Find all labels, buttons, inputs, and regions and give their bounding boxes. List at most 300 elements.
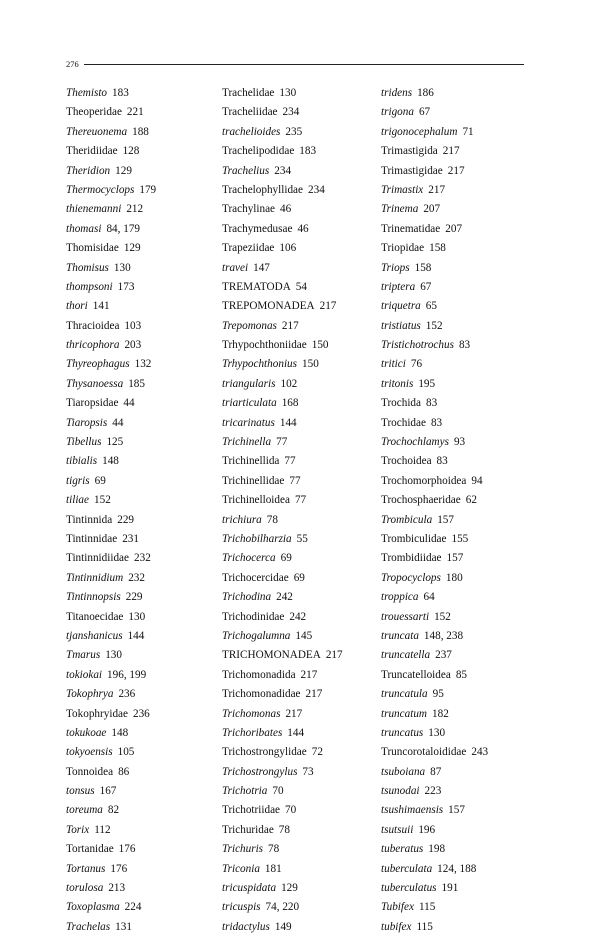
index-term: travei	[222, 261, 249, 274]
index-term: Trichuridae	[222, 823, 274, 836]
index-term: thricophora	[66, 339, 120, 352]
index-term: Trachelipodidae	[222, 145, 295, 158]
index-page-refs: 144	[279, 416, 297, 429]
index-page-refs: 179	[139, 183, 157, 196]
index-entry	[222, 433, 382, 452]
index-entry	[222, 549, 382, 568]
index-entry	[66, 394, 226, 413]
index-page-refs: 195	[418, 377, 436, 390]
index-page-refs: 130	[128, 610, 146, 623]
index-page-refs: 167	[99, 785, 117, 798]
index-term: Trichinellidae	[222, 474, 285, 487]
index-page-refs: 217	[428, 183, 446, 196]
index-entry	[381, 336, 541, 355]
index-page-refs: 46	[297, 222, 309, 235]
index-page-refs: 207	[445, 222, 463, 235]
index-term: triangularis	[222, 377, 276, 390]
index-term: Theridion	[66, 164, 111, 177]
index-term: troppica	[381, 591, 419, 604]
index-entry	[222, 724, 382, 743]
index-entry	[66, 743, 226, 762]
index-page-refs: 83	[426, 397, 438, 410]
index-entry	[222, 142, 382, 161]
index-term: tigris	[66, 474, 90, 487]
index-term: tsushimaensis	[381, 804, 444, 817]
index-term: Trochomorphoidea	[381, 474, 467, 487]
index-term: Trichuris	[222, 843, 264, 856]
index-page-refs: 152	[434, 610, 451, 623]
index-term: Trichodina	[222, 591, 272, 604]
index-entry	[381, 84, 541, 103]
index-page-refs: 82	[107, 804, 120, 817]
index-term: Trochochlamys	[381, 436, 449, 449]
index-term: torulosa	[66, 882, 104, 895]
index-term: tjanshanicus	[66, 629, 123, 642]
index-page-refs: 236	[118, 688, 136, 701]
index-entry	[381, 317, 541, 336]
index-entry	[381, 724, 541, 743]
index-term: Trichoribates	[222, 726, 283, 739]
index-entry	[381, 821, 541, 840]
index-term: Tokophryidae	[66, 707, 128, 720]
index-entry	[381, 666, 541, 685]
index-page-refs: 242	[289, 610, 307, 623]
index-entry	[381, 355, 541, 374]
index-entry	[66, 705, 226, 724]
index-term: trichiura	[222, 513, 262, 526]
index-term: Trichomonadida	[222, 668, 296, 681]
index-page-refs: 115	[416, 920, 433, 933]
index-entry	[66, 336, 226, 355]
index-page-refs: 44	[123, 397, 135, 410]
index-entry	[66, 763, 226, 782]
index-term: Tintinnidium	[66, 571, 124, 584]
index-page-refs: 115	[418, 901, 436, 914]
index-entry	[66, 840, 226, 859]
index-term: triquetra	[381, 300, 421, 313]
index-term: Themisto	[66, 87, 108, 99]
index-entry	[222, 239, 382, 258]
index-term: Trachylinae	[222, 203, 276, 216]
index-page-refs: 217	[300, 668, 318, 681]
header-rule	[84, 64, 524, 65]
index-page-refs: 130	[428, 726, 446, 739]
index-entry	[222, 685, 382, 704]
index-term: toreuma	[66, 804, 103, 817]
index-entry	[381, 569, 541, 588]
index-term: tsuboiana	[381, 765, 426, 778]
index-term: Tintinnidae	[66, 532, 118, 545]
index-entry	[222, 763, 382, 782]
index-term: Trombidiidae	[381, 552, 442, 565]
index-entry	[66, 181, 226, 200]
index-term: Trachymedusae	[222, 222, 293, 235]
index-page-refs: 232	[128, 571, 145, 584]
index-term: Trichomonas	[222, 707, 281, 720]
index-term: TREMATODA	[222, 280, 291, 293]
index-term: tokiokai	[66, 668, 103, 681]
index-page-refs: 102	[280, 377, 298, 390]
index-page-refs: 144	[287, 726, 305, 739]
index-entry	[381, 743, 541, 762]
index-page-refs: 207	[423, 203, 441, 216]
index-page-refs: 144	[127, 629, 145, 642]
index-entry	[66, 220, 226, 239]
index-term: Thomisus	[66, 261, 109, 274]
index-page-refs: 157	[437, 513, 454, 526]
index-entry	[222, 588, 382, 607]
index-page-refs: 148	[111, 726, 129, 739]
index-page-refs: 176	[110, 862, 128, 875]
index-term: Toxoplasma	[66, 901, 120, 914]
index-page-refs: 77	[276, 436, 288, 449]
index-entry	[66, 103, 226, 122]
index-term: tritici	[381, 358, 406, 371]
index-term: Trichocerca	[222, 552, 276, 565]
index-entry	[66, 821, 226, 840]
index-entry	[222, 414, 382, 433]
index-entry	[222, 627, 382, 646]
index-entry	[66, 355, 226, 374]
index-entry	[222, 646, 382, 665]
index-entry	[222, 181, 382, 200]
index-page-refs: 234	[274, 164, 292, 177]
index-page-refs: 237	[435, 649, 452, 662]
index-term: Tristichotrochus	[381, 339, 454, 352]
index-page-refs: 76	[410, 358, 423, 371]
index-entry	[381, 472, 541, 491]
index-page-refs: 183	[112, 87, 129, 99]
index-column-2	[222, 84, 382, 937]
index-entry	[381, 685, 541, 704]
index-entry	[222, 297, 382, 316]
index-entry	[381, 414, 541, 433]
index-page-refs: 77	[294, 494, 307, 507]
index-page-refs: 70	[272, 785, 284, 798]
index-term: Thermocyclops	[66, 183, 135, 196]
index-page-refs: 185	[128, 377, 145, 390]
index-page-refs: 150	[311, 339, 329, 352]
index-page-refs: 128	[122, 145, 140, 158]
index-term: Trochida	[381, 397, 421, 410]
index-page-refs: 69	[280, 552, 292, 565]
index-term: Trachelas	[66, 920, 111, 933]
index-page-refs: 232	[134, 552, 151, 565]
index-page-refs: 93	[453, 436, 466, 449]
index-entry	[222, 394, 382, 413]
index-term: tsutsuii	[381, 823, 414, 836]
index-entry	[381, 627, 541, 646]
index-page-refs: 132	[134, 358, 152, 371]
index-entry	[381, 433, 541, 452]
index-entry	[66, 414, 226, 433]
index-page-refs: 69	[293, 571, 305, 584]
index-page-refs: 131	[115, 920, 132, 933]
index-entry	[381, 588, 541, 607]
index-page-refs: 70	[285, 804, 297, 817]
index-page-refs: 183	[299, 145, 317, 158]
index-page-refs: 217	[305, 688, 323, 701]
index-entry	[66, 142, 226, 161]
index-page-refs: 198	[428, 843, 446, 856]
index-entry	[66, 530, 226, 549]
index-entry	[381, 763, 541, 782]
index-term: Trichobilharzia	[222, 532, 292, 545]
index-entry	[66, 549, 226, 568]
index-page-refs: 152	[425, 319, 443, 332]
index-page-refs: 213	[108, 882, 126, 895]
index-entry	[222, 782, 382, 801]
index-entry	[381, 239, 541, 258]
index-term: truncatus	[381, 726, 424, 739]
index-term: Trepomonas	[222, 319, 277, 332]
index-page-refs: 141	[92, 300, 110, 313]
index-term: TREPOMONADEA	[222, 300, 315, 313]
index-page-refs: 73	[302, 765, 314, 778]
index-page-refs: 223	[424, 785, 442, 798]
index-term: Trachelius	[222, 164, 270, 177]
index-page-refs: 221	[126, 106, 144, 119]
index-term: Trimastigida	[381, 145, 438, 158]
page-number: 276	[66, 59, 79, 69]
index-entry	[381, 898, 541, 917]
index-entry	[66, 278, 226, 297]
index-entry	[66, 782, 226, 801]
index-term: Trachelophyllidae	[222, 183, 303, 196]
index-term: Trombiculidae	[381, 532, 447, 545]
index-column-1	[66, 84, 226, 937]
index-page-refs: 103	[124, 319, 142, 332]
index-entry	[66, 879, 226, 898]
index-page-refs: 78	[268, 843, 280, 856]
index-term: trouessarti	[381, 610, 430, 623]
index-entry	[381, 860, 541, 879]
index-page-refs: 173	[117, 280, 135, 293]
index-page-refs: 72	[311, 746, 323, 759]
index-page-refs: 157	[446, 552, 464, 565]
index-entry	[381, 259, 541, 278]
index-entry	[222, 259, 382, 278]
index-page-refs: 217	[325, 649, 343, 662]
index-page-refs: 242	[276, 591, 293, 604]
index-term: Torix	[66, 823, 90, 836]
index-term: Trichostrongylus	[222, 765, 298, 778]
index-entry	[222, 491, 382, 510]
index-page-refs: 157	[448, 804, 465, 817]
index-page-refs: 54	[295, 280, 307, 293]
index-term: tridactylus	[222, 920, 270, 933]
index-entry	[381, 375, 541, 394]
index-entry	[66, 317, 226, 336]
index-term: tritonis	[381, 377, 414, 390]
index-page-refs: 74, 220	[265, 901, 300, 914]
index-page-refs: 65	[425, 300, 437, 313]
index-term: Trichotria	[222, 785, 268, 798]
index-page-refs: 78	[278, 823, 290, 836]
index-entry	[381, 220, 541, 239]
index-term: Tiaropsis	[66, 416, 108, 429]
index-entry	[381, 394, 541, 413]
index-page-refs: 150	[302, 358, 319, 371]
index-term: Tokophrya	[66, 688, 114, 701]
index-page-refs: 83	[458, 339, 471, 352]
index-term: Trimastix	[381, 183, 424, 196]
index-page-refs: 196	[418, 823, 436, 836]
index-entry	[381, 511, 541, 530]
index-entry	[222, 898, 382, 917]
index-column-3	[381, 84, 541, 937]
index-page-refs: 191	[441, 882, 459, 895]
index-entry	[222, 84, 382, 103]
index-entry	[66, 918, 226, 937]
index-page-refs: 130	[105, 649, 122, 662]
index-page-refs: 64	[423, 591, 435, 604]
index-term: tokyoensis	[66, 746, 113, 759]
index-page-refs: 86	[118, 765, 130, 778]
index-entry	[66, 123, 226, 142]
index-term: Trichomonadidae	[222, 688, 301, 701]
index-entry	[222, 860, 382, 879]
index-entry	[381, 530, 541, 549]
index-term: truncata	[381, 629, 419, 642]
index-entry	[381, 123, 541, 142]
index-entry	[381, 297, 541, 316]
index-page-refs: 129	[115, 164, 132, 177]
index-term: Trinema	[381, 203, 419, 216]
index-entry	[381, 162, 541, 181]
index-page-refs: 112	[94, 823, 111, 836]
index-entry	[66, 200, 226, 219]
index-entry	[222, 452, 382, 471]
index-term: truncatula	[381, 688, 428, 701]
index-term: Triops	[381, 261, 410, 274]
index-term: Trapeziidae	[222, 242, 275, 255]
index-term: thori	[66, 300, 88, 313]
index-page-refs: 236	[132, 707, 150, 720]
index-entry	[381, 879, 541, 898]
index-entry	[381, 278, 541, 297]
index-entry	[66, 452, 226, 471]
index-page-refs: 182	[432, 707, 449, 720]
index-term: Tintinnopsis	[66, 591, 121, 604]
index-page-refs: 106	[279, 242, 297, 255]
index-term: tsunodai	[381, 785, 420, 798]
index-term: trigona	[381, 106, 414, 119]
index-entry	[222, 705, 382, 724]
index-page-refs: 181	[264, 862, 282, 875]
index-entry	[66, 569, 226, 588]
index-page-refs: 124, 188	[437, 862, 477, 875]
index-entry	[381, 549, 541, 568]
index-term: Theridiidae	[66, 145, 118, 158]
index-page-refs: 212	[126, 203, 144, 216]
index-page-refs: 155	[451, 532, 469, 545]
index-page-refs: 203	[124, 339, 142, 352]
index-page-refs: 229	[125, 591, 143, 604]
index-entry	[222, 317, 382, 336]
index-page-refs: 148	[102, 455, 119, 468]
index-page-refs: 87	[430, 765, 442, 778]
index-page-refs: 217	[447, 164, 465, 177]
index-entry	[222, 103, 382, 122]
index-entry	[66, 685, 226, 704]
index-term: Trimastigidae	[381, 164, 443, 177]
index-page-refs: 217	[319, 300, 337, 313]
index-page-refs: 67	[420, 280, 432, 293]
index-entry	[66, 608, 226, 627]
index-term: Tmarus	[66, 649, 101, 662]
index-term: thomasi	[66, 222, 102, 235]
index-page-refs: 77	[284, 455, 296, 468]
index-page-refs: 186	[417, 87, 434, 99]
index-page-refs: 130	[113, 261, 131, 274]
index-entry	[66, 898, 226, 917]
index-page-refs: 83	[430, 416, 443, 429]
index-entry	[66, 491, 226, 510]
index-entry	[381, 918, 541, 937]
index-entry	[66, 162, 226, 181]
index-term: tuberculata	[381, 862, 433, 875]
index-page-refs: 180	[445, 571, 463, 584]
index-entry	[381, 840, 541, 859]
index-term: tuberculatus	[381, 882, 437, 895]
index-columns	[0, 84, 612, 933]
index-entry	[66, 646, 226, 665]
index-page-refs: 147	[253, 261, 270, 274]
index-page-refs: 158	[414, 261, 432, 274]
index-entry	[222, 801, 382, 820]
index-entry	[222, 608, 382, 627]
index-term: Trhypochthonius	[222, 358, 298, 371]
index-entry	[66, 375, 226, 394]
index-term: Trachelidae	[222, 87, 275, 99]
index-page-refs: 231	[122, 532, 139, 545]
index-entry	[381, 452, 541, 471]
index-entry	[381, 491, 541, 510]
index-page-refs: 77	[289, 474, 301, 487]
index-term: Trombicula	[381, 513, 433, 526]
index-term: Trichodinidae	[222, 610, 285, 623]
index-page-refs: 85	[455, 668, 467, 681]
index-term: tricuspidata	[222, 882, 277, 895]
index-entry	[222, 336, 382, 355]
index-entry	[222, 918, 382, 937]
index-term: tibialis	[66, 455, 98, 468]
index-page-refs: 188	[132, 125, 149, 138]
index-entry	[222, 162, 382, 181]
index-entry	[222, 879, 382, 898]
index-page-refs: 168	[281, 397, 299, 410]
index-term: thienemanni	[66, 203, 122, 216]
index-page-refs: 125	[106, 436, 124, 449]
index-entry	[66, 297, 226, 316]
index-term: Trichocercidae	[222, 571, 289, 584]
index-term: tiliae	[66, 494, 89, 507]
index-term: tridens	[381, 87, 413, 99]
index-term: Trichostrongylidae	[222, 746, 307, 759]
index-term: Triopidae	[381, 242, 425, 255]
index-page-refs: 105	[117, 746, 135, 759]
index-page-refs: 129	[281, 882, 298, 895]
index-term: Trichinellida	[222, 455, 280, 468]
index-term: Trichotriidae	[222, 804, 281, 817]
index-term: Thracioidea	[66, 319, 120, 332]
index-page-refs: 78	[266, 513, 278, 526]
index-page-refs: 46	[280, 203, 292, 216]
index-term: Theoperidae	[66, 106, 122, 119]
index-page-refs: 84, 179	[106, 222, 140, 235]
index-term: tricarinatus	[222, 416, 275, 429]
